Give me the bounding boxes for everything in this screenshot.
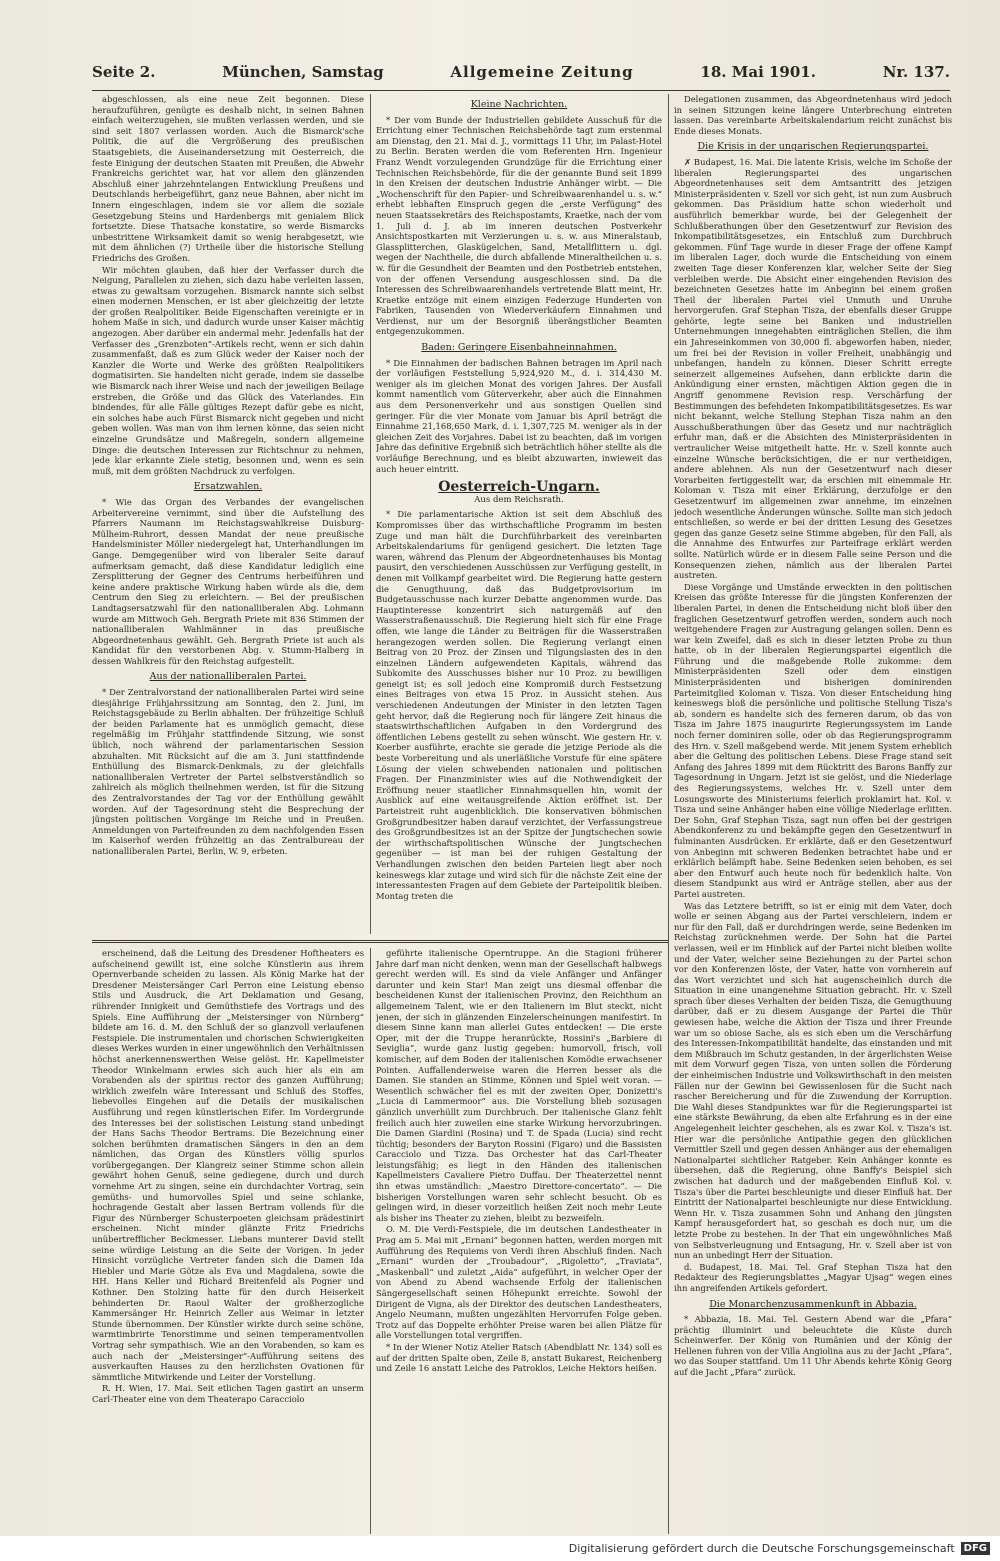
column-divider	[370, 94, 371, 934]
article-text: * Wie das Organ des Verbandes der evangelischen Arbeitervereine vernimmt, sind über die Aufstellung des Pfarrers Naumann im Reichstagswahlkreise Duisburg-Mülheim-Ruhrort, dessen Mandat der neue preußische Handelsminister Möller niedergelegt hat, Unterhandlungen im Gange. Demgegenüber wird von liberaler Seite darauf aufmerksam gemacht, daß diese Kandidatur lediglich eine Zersplitterung der Gegner des Centrums herbeiführen und keine andere praktische Wirkung haben würde als die, dem Centrum den Sieg zu erleichtern. — Bei der preußischen Landtagsersatzwahl für den nationalliberalen Abg. Lohmann wurde am Mittwoch Geh. Bergrath Priete mit 836 Stimmen der nationalliberalen Wahlmänner in das preußische Abgeordnetenhaus gewählt. Geh. Bergrath Priete ist auch als Kandidat für den verstorbenen Abg. v. Stumm-Halberg in dessen Wahlkreis für den Reichstag aufgestellt.	[92, 496, 364, 666]
funding-credit: Digitalisierung gefördert durch die Deutsche Forschungsgemeinschaft	[568, 1542, 955, 1555]
feuilleton-text: O. M. Die Verdi-Festspiele, die im deutschen Landestheater in Prag am 5. Mai mit „Ernani“ begonnen hatten, werden morgen mit Aufführung des Requiems von Verdi ihren Abschluß finden. Nach „Ernani“ wurden der „Troubadour“, „Rigoletto“, „Traviata“, „Maskenball“ und zuletzt „Aida“ aufgeführt, in welcher Oper der von Abend zu Abend wachsende Erfolg der italienischen Sängergesellschaft seinen Höhepunkt erreichte. Sowohl der Dirigent de Vigna, als der Direktor des deutschen Landestheaters, Angelo Neumann, mußten ungezählten Hervorrufen Folge geben. Trotz auf das Doppelte erhöhter Preise waren bei allen Plätze für alle Vorstellungen total vergriffen.	[376, 1224, 662, 1341]
header-rule	[92, 90, 950, 91]
article-text: Was das Letztere betrifft, so ist er einig mit dem Vater, doch wolle er seinen Abgang aus der Partei verschleiern, indem er nur für den Fall, daß er durchdringen werde, seine Bedenken im Reichstag zurücknehmen werde. Der Sohn hat die Partei verlassen, weil er im Hinblick auf der Partei nicht bleiben wollte und der Vater, welcher seine Beziehungen zu der Partei schon vor den Konferenzen löste, der Vater, hatte von vornherein auf das Wort verzichtet und sich hat augenscheinlich durch die Situation in eine unangenehme Situation gebracht. Hr. v. Szell sprach über dieses Verhalten der beiden Tisza, die Genugthuung darüber, daß er zu diesem Ausgange der Partei die Thür gewiesen habe, welche die Aktion der Tisza und ihrer Freunde war um so obiose Sache, als es sich eben um die Verschärfung des Interessen-Inkompatibilität handelte, das einstanden und mit dem Mißbrauch im Schutz gestanden, in der ärgerlichsten Weise mit dem Vorwurf gegen Tisza, von unten sollen die Förderung der einheimischen Industrie und Volkswirthschaft in den meisten Fällen nur der Gewinn bei Gewissenlosen für die Sucht nach rascher Bereicherung und für die Zuwendung der Korruption. Die Wahl dieses Standpunktes war für die Regierungspartei ist eine stärkste Bewährung, da eben alte Erfahrung es in der eine Angelegenheit leichter geschehen, als es zwar Kol. v. Tisza's ist. Hier war die persönliche Antipathie gegen den glücklichen Vermittler Szell und gegen dessen Anhänger aus der ehemaligen Nationalpartei sichtlicher Ratgeber. Kein Anhänger konnte es übersehen, daß die Regierung, ohne Banffy's Beispiel sich zwischen hat dadurch und der maßgebenden Einfluß Kol. v. Tisza's über die Partei beschleunigte und dieser Einfluß hat. Der Eintritt der Nationalpartei beschleunigte nur diese Entwicklung. Wenn Hr. v. Tisza zusammen Sohn und Anhang den jüngsten Kampf herausgefordert hat, so geschah es doch nur, um die letzte Probe zu bestehen. In der That ein ungewöhnliches Maß von Selbstverleugnung und Entsagung, Hr. v. Szell aber ist von nun an unbedingt Herr der Situation.	[674, 900, 952, 1261]
issue-date: 18. Mai 1901.	[700, 63, 816, 81]
section-heading: Kleine Nachrichten.	[470, 99, 568, 110]
column-divider	[668, 94, 669, 1534]
section-heading: Ersatzwahlen.	[193, 481, 263, 493]
section-heading: Aus der nationalliberalen Partei.	[149, 671, 307, 683]
issue-number: Nr. 137.	[882, 63, 950, 81]
feuilleton-rule	[92, 940, 668, 943]
section-subtitle: Aus dem Reichsrath.	[474, 494, 564, 505]
digitization-footer	[0, 1536, 1000, 1561]
article-text: * Die parlamentarische Aktion ist seit dem Abschluß des Kompromisses über das wirthschaftliche Programm im besten Zuge und man hält die Durchführbarkeit des vereinbarten Arbeitskalendariums für genügend gesichert. Die letzten Tage waren, während das Plenum der Abgeordnetenhauses bis Montag pausirt, den verschiedenen Ausschüssen zur Verfügung gestellt, in denen mit Vollkampf gearbeitet wird. Die Regierung hatte gestern die Genugthuung, daß das Budgetprovisorium im Budgetausschusse nach kurzer Debatte angenommen wurde. Das Hauptinteresse konzentrirt sich naturgemäß auf den Wasserstraßenausschuß. Die Regierung hielt sich für eine Frage offen, wie lange die Länder zu Beiträgen für die Wasserstraßen herangezogen werden sollen. Die Regierung verlangt einen Beitrag von 20 Proz. der Zinsen und Tilgungslasten des in den einzelnen Ländern aufgewendeten Kapitals, während das Subkomite des Ausschusses bisher nur 10 Proz. zu bewilligen geneigt ist; es soll jedoch eine Kompromiß durch Festsetzung eines Beitrages von etwa 15 Proz. in Aussicht stehen. Aus verschiedenen Andeutungen der Minister in den letzten Tagen geht hervor, daß die Regierung noch für längere Zeit hinaus die staatswirthschaftlichen Aufgaben in den Vordergrund des öffentlichen Lebens gestellt zu sehen wünscht. Wie gestern Hr. v. Koerber ausführte, erachte sie gerade die jetzige Periode als die beste Vorbereitung und als unerläßliche Vorstufe für eine spätere Lösung der vielen schwebenden nationalen und politischen Fragen. Der Finanzminister wies auf die Nothwendigkeit der Eröffnung neuer staatlicher Einnahmsquellen hin, womit der Ausblick auf eine weitausgreifende Aktion eröffnet ist. Der Parteistreit ruht augenblicklich. Die konservativen böhmischen Großgrundbesitzer haben darauf verzichtet, der Verfassungstreue des Großgrundbesitzes ist an der Spitze der Jungtschechen sowie der wirthschaftspolitischen Wünsche der Jungtschechen gegenüber — ist man bei der ruhigen Gestaltung der Verhandlungen zwischen den beiden Parteien liegt aber noch keineswegs klar zutage und wird sich für die nächste Zeit eine der interessantesten Fragen auf dem Gebiete der Parteipolitik bleiben. Montag treten die	[376, 509, 662, 901]
article-text: d. Budapest, 18. Mai. Tel. Graf Stephan Tisza hat den Redakteur des Regierungsblattes „Magyar Ujsag“ wegen eines ihn angreifenden Artikels gefordert.	[674, 1261, 952, 1293]
place-day: München, Samstag	[222, 63, 384, 81]
article-text: abgeschlossen, als eine neue Zeit begonnen. Diese heraufzuführen, genügte es deshalb nicht, in seinen Bahnen einfach weiterzugehen, sie mußten verlassen werden, und sie sind seit 1807 verlassen worden. Auch die Bismarck'sche Politik, die auf die Vergrößerung des preußischen Staatsgebiets, die Auseinandersetzung mit Oesterreich, die feste Einigung der deutschen Staaten mit Preußen, die Abwehr Frankreichs gerichtet war, hat vor allem den glänzenden Abschluß einer jahrzehntelangen Entwicklung Preußens und Deutschlands herbeigeführt, ganz neue Bahnen, aber nicht im Innern eingeschlagen, indem sie vor allem die soziale Gesetzgebung Steins und Hardenbergs mit genialem Blick fortsetzte. Diese Thatsache konstatire, so werde Bismarcks unbestrittene Wirksamkeit damit so wenig herabgesetzt, wie mit dem ähnlichen (?) Urtheile über die historische Stellung Friedrichs des Großen.	[92, 94, 364, 263]
section-heading: Baden: Geringere Eisenbahneinnahmen.	[421, 342, 617, 354]
article-text: Delegationen zusammen, das Abgeordnetenhaus wird jedoch in seinen Sitzungen keine längere Unterbrechung eintreten lassen. Das vereinbarte Arbeitskalendarium reicht zunächst bis Ende dieses Monats.	[674, 94, 952, 136]
section-heading: Die Monarchenzusammenkunft in Abbazia.	[709, 1298, 917, 1310]
feuilleton-text: geführte italienische Operntruppe. An die Stagioni früherer Jahre darf man nicht denken, wenn man der Gesellschaft halbwegs gerecht werden will. Es sind da viele Anfänger und Anfänger darunter und kein Star! Man zeigt uns diesmal offenbar die bescheidenen Kunst der italienischen Provinz, den Reichthum an allgemeinem Talent, wie er den Italienern im Blut steckt, nicht jenen, der sich in glänzenden Einzelerscheinungen manifestirt. In diesem Sinne kann man allerlei Gutes entdecken! — Die erste Oper, mit der die Truppe heranrückte, Rossini's „Barbiere di Seviglia“, wurde ganz lustig gegeben: humorvoll, frisch, voll komischer, auf dem Boden der italienischen Komödie erwachsener Pointen. Auffallenderweise waren die Herren besser als die Damen. Sie standen an Stimme, Können und Spiel weit voran. — Wesentlich schwächer fiel es mit der zweiten Oper, Donizetti's „Lucia di Lammermoor“ aus. Die Vorstellung blieb sozusagen gänzlich unverhüllt zum Durchbruch. Der italienische Glanz fehlt freilich auch hier zuweilen eine starke Wirkung hervorzubringen. Die Damen Giardini (Rosina) und T. de Spada (Lucia) sind recht tüchtig; besonders der Baryton Rossini (Figaro) und die Bassisten Caracciolo und Tizza. Das Orchester hat das Carl-Theater leistungsfähig; es liegt in den Händen des italienischen Kapellmeisters Cavaliere Pietro Duffau. Der Theaterzettel nennt ihn etwas umständlich: „Maestro Direttore-concertato“. — Die bisherigen Vorstellungen waren sehr schlecht besucht. Ob es gelingen wird, in dieser vorzeitlich heißen Zeit noch mehr Leute als bisher ins Theater zu ziehen, bleibt zu bezweifeln.	[376, 948, 662, 1223]
page-number: Seite 2.	[92, 63, 156, 81]
footnote: * In der Wiener Notiz Atelier Ratsch (Abendblatt Nr. 134) soll es auf der dritten Spalte oben, Zeile 8, anstatt Bukarest, Reichenberg und Zeile 16 anstatt Leiche des Patroklos, Leiche Hektors heißen.	[376, 1341, 662, 1374]
section-heading: Die Krisis in der ungarischen Regierungspartei.	[697, 141, 929, 153]
article-text: * Abbazia, 18. Mai. Tel. Gestern Abend war die „Pfara“ prächtig illuminirt und beleuchtete die Küste durch Scheinwerfer. Der König von Rumänien und der König der Hellenen fuhren von der Villa Angiolina aus zu der Jacht „Pfara“, wo das Souper stattfand. Um 11 Uhr Abends kehrte König Georg auf die Jacht „Pfara“ zurück.	[674, 1314, 952, 1378]
feuilleton-text: R. H. Wien, 17. Mai. Seit etlichen Tagen gastirt an unserm Carl-Theater eine von dem Theaterapo Caracciolo	[92, 1383, 364, 1404]
column-2	[376, 94, 662, 934]
dfg-logo-icon: DFG	[961, 1542, 990, 1555]
masthead-title: Allgemeine Zeitung	[450, 63, 634, 81]
feuilleton-text: erscheinend, daß die Leitung des Dresdener Hoftheaters es aufscheinend gewillt ist, eine solche Künstlerin aus ihrem Opernverbande scheiden zu lassen. Als König Marke hat der Dresdener Meistersänger Carl Perron eine Leistung ebenso Stils und Ausdruck, die Art Deklamation und Gesang, rührender Innigkeit und Gemüthstiefe des Vortrags und des Spiels. Eine Aufführung der „Meistersinger von Nürnberg“ bildete am 16. d. M. den Schluß der so glanzvoll verlaufenen Festspiele. Die instrumentalen und chorischen Schwierigkeiten dieses Werkes wurden in einer ungewöhnlich den Verhältnissen höchst anerkennenswerthen Weise gelöst. Hr. Kapellmeister Theodor Winkelmann erwies sich auch hier als ein am Vorabenden als der spiritus rector des ganzen Aufführung; wirklich zweifeln wäre Interessant und Schluß des Stoffes, liebevolles Eingehen auf die Details der musikalischen Ausführung und regen künstlerischen Eifer. Im Vordergrunde des Interesses bei der solistischen Leistung stand unbedingt der Hans Sachs Theodor Bertrams. Die Bezeichnung einer solchen berühmten dramatischen Sängers in den an dem nämlichen, das Organ des Künstlers völlig spurlos vorübergegangen. Der Klangreiz seiner Stimme schon allein gewährt hohen Genuß, seine gediegene, durch und durch vornehme Art zu singen, seine ein durchdachter Vortrag, sein gemüths- und humorvolles Spiel und seine schlanke, hochragende Gestalt aber lassen Bertram vollends für die Figur des Nürnberger Schusterpoeten gleichsam prädestinirt erscheinen. Nicht minder glänzte Fritz Friedrichs unübertrefflicher Beckmesser. Liebans munterer David stellt seine würdige Leistung an die Seite der Vorigen. In jeder Hinsicht vorzügliche Vertreter fanden sich die Damen Ida Hiebler und Marie Götze als Eva und Magdalena, sowie die HH. Hans Keller und Richard Breitenfeld als Pogner und Kothner. Den Stolzing hatte für den durch Heiserkeit behinderten Dr. Raoul Walter der großherzogliche Kammersänger Hr. Heinrich Zeller aus Weimar in letzter Stunde übernommen. Der Künstler wirkte durch seine schöne, warmtimbrirte Tenorstimme und seinen temperamentvollen Vortrag sehr sympathisch. Wie an den Vorabenden, so kam es auch nach der „Meistersinger“-Aufführung seitens des ausverkauften Hauses zu den herzlichsten Ovationen für sämmtliche Mitwirkende und Leiter der Vorstellung.	[92, 948, 364, 1382]
article-text: * Die Einnahmen der badischen Bahnen betragen im April nach der vorläufigen Feststellung 5,924,920 M., d. i. 314,430 M. weniger als im gleichen Monat des vorigen Jahres. Der Ausfall kommt namentlich vom Güterverkehr, aber auch die Einnahmen aus dem Personenverkehr und aus sonstigen Quellen sind geringer. Für die vier Monate vom Januar bis April beträgt die Einnahme 21,168,650 Mark, d. i. 1,307,725 M. weniger als in der gleichen Zeit des Vorjahres. Dabei ist zu beachten, daß im vorigen Jahre das definitive Ergebniß sich beträchtlich höher stellte als die vorläufige Berechnung, und es bleibt abzuwarten, inwieweit das auch heuer eintritt.	[376, 357, 662, 474]
article-text: Wir möchten glauben, daß hier der Verfasser durch die Neigung, Parallelen zu ziehen, sich dazu habe verleiten lassen, etwas zu gewaltsam vorzugehen. Bismarck nannte sich selbst einen modernen Menschen, er ist aber gleichzeitig der letzte der großen Realpolitiker. Beide Eigenschaften vereinigte er in hohem Maße in sich, und dadurch wurde unser Kaiser mächtig angezogen. Aber darüber ein andermal mehr. Jedenfalls hat der Verfasser des „Grenzboten“-Artikels recht, wenn er sich dahin zusammenfaßt, daß es zum Glück weder der Kaiser noch der Kanzler die Worte und Werke des größten Realpolitikers dogmatisirten. Sie handelten nicht gerade, indem sie dasselbe wie Bismarck nach ihrer Weise und nach der jeweiligen Beilage erstreben, die Größe und das Glück des Vaterlandes. Ein bindendes, für alle Fälle gültiges Rezept dafür gebe es nicht, ein solches habe auch Fürst Bismarck nicht gegeben und nicht geben wollen. Was man von ihm lernen könne, das seien nicht einzelne Grundsätze und Maßregeln, sondern allgemeine Dinge: die deutschen Interessen zur Richtschnur zu nehmen, jede klar erkannte Ziele stetig, besonnen und, wenn es sein muß, mit dem größten Nachdruck zu verfolgen.	[92, 264, 364, 476]
column-3	[674, 94, 952, 1532]
article-text: * Der vom Bunde der Industriellen gebildete Ausschuß für die Errichtung einer Technischen Reichsbehörde tagt zum erstenmal am Dienstag, den 21. Mai d. J., vormittags 11 Uhr, im Palast-Hotel zu Berlin. Beraten werden die vom Referenten Hrn. Ingenieur Franz Wendt vorzulegenden Grundzüge für die Errichtung einer Technischen Reichsbehörde, für die der genannte Bund seit 1899 in den Kreisen der deutschen Industrie Anhänger wirbt. — Die „Wochenschrift für den Papier- und Schreibwaarenhandel u. s. w.“ erhebt lebhaften Einspruch gegen die „erste Verfügung“ des neuen Staatssekretärs des Reichspostamts, Kraetke, nach der vom 1. Juli d. J. ab im inneren deutschen Postverkehr Ansichtspostkarten mit Verzierungen u. s. w. aus Mineralstaub, Glassplitterchen, Glaskügelchen, Sand, Metallflittern u. dgl. wegen der Nachtheile, die durch abfallende Mineraltheilchen u. s. w. für die Gesundheit der Beamten und den Postbetrieb entstehen, von der offenen Versendung ausgeschlossen sind. Da die Interessen des Schreibwaarenhandels vertretende Blatt meint, Hr. Kraetke entzöge mit einem einzigen Federzuge Hunderten von Fabriken, Tausenden von Wiederverkäufern Einnahmen und Verdienst, nur um der Besorgniß überängstlicher Beamten entgegenzukommen.	[376, 114, 662, 337]
article-text: ✗ Budapest, 16. Mai. Die latente Krisis, welche im Schoße der liberalen Regierungspartei des ungarischen Abgeordnetenhauses seit dem Amtsantritt des jetzigen Ministerpräsidenten v. Szell vor sich geht, ist nun zum Ausbruch gekommen. Das Präsidium hatte schon wiederholt und ausführlich bemerkbar wurde, bei der Gelegenheit der Schlußberathungen über den Gesetzentwurf zur Revision des Inkompatibilitätsgesetzes, ein Entschluß zum Durchbruch gekommen. Fünf Tage wurde in dieser Frage der offene Kampf im liberalen Lager, doch wurde die Entscheidung von einem zweiten Tage dieser Konferenzen klar, welcher Seite der Sieg verbleiben werde. Die Absicht einer eingehenden Revision des bezeichneten Gesetzes hatte im Anbeginn bei einem großen Theil der liberalen Partei viel Unmuth und Unruhe hervorgerufen. Graf Stephan Tisza, der ebenfalls dieser Gruppe gehörte, legte seine bei Banken und industriellen Unternehmungen innegehabten einträglichen Stellen, die ihm ein Jahreseinkommen von 30,000 fl. abgeworfen haben, nieder, um frei bei der Revision in voller Freiheit, unabhängig und unbefangen, handeln zu können. Dieser Schritt erregte seinerzeit allgemeines Aufsehen, dann erblickte darin die Ankündigung einer ernsten, mächtigen Aktion gegen die in Angriff genommene Revision resp. Verschärfung der Bestimmungen des befehdeten Inkompatibilitätsgesetzes. Es war nicht bekannt, welche Stellung Stephan Tisza nahm an den Ausschußberathungen über das Gesetz und nur nachträglich erfuhr man, daß er die Absichten des Ministerpräsidenten in vertraulicher Weise mitgetheilt hatte. Hr. v. Szell konnte auch einzelne Wünsche berücksichtigen, die er nur vertheidigen, andere ablehnen. Als nun der Gesetzentwurf nach dieser Vorarbeiten fertiggestellt war, da erschien mit einemmale Hr. Koloman v. Tisza mit einer Erklärung, derzufolge er den Gesetzentwurf im allgemeinen zwar annehme, im einzelnen jedoch wesentliche Änderungen wünsche. Sollte man sich jedoch entschließen, so werde er bei der dritten Lesung des Gesetzes gegen das ganze Gesetz seine Stimme abgeben, für den Fall, als die Annahme des Entwurfes zur Parteifrage erklärt werden sollte. Natürlich würde er in diesem Falle seine Person und die Konsequenzen ziehen, nämlich aus der liberalen Partei austreten.	[674, 156, 952, 581]
column-divider	[370, 948, 371, 1534]
column-1	[92, 94, 364, 934]
article-text: Diese Vorgänge und Umstände erweckten in den politischen Kreisen das größte Interesse für die jüngsten Konferenzen der liberalen Partei, in denen die Entscheidung nicht bloß über den fraglichen Gesetzentwurf getroffen werden, sondern auch noch weitgehendere Fragen zur Austragung gelangen sollen. Denn es war kein Zweifel, daß es sich in dieser letzten Probe zu thun hatte, ob in der liberalen Regierungspartei eigentlich die Führung und die maßgebende Rolle zukomme: dem Ministerpräsidenten Szell oder dem einstigen Ministerpräsidenten und bisherigen dominirenden Parteimitglied Koloman v. Tisza. Von dieser Entscheidung hing keineswegs bloß die persönliche und politische Stellung Tisza's ab, sondern es handelte sich des ferneren darum, ob das von Tisza im Jahre 1875 inaugurirte Regierungssystem im Lande noch ferner dominiren solle, oder ob das Regierungsprogramm des Hrn. v. Szell maßgebend werde. Mit jenem System erheblich aber die Geltung des politischen Lebens. Diese Frage stand seit Anfang des Jahres 1899 mit dem Rücktritt des Barons Banffy zur Tagesordnung in Ungarn. Jetzt ist sie gelöst, und die Niederlage des Regierungssystems, welches Hr. v. Szell unter dem Losungsworte des Ministeriums feierlich proklamirt hat. Kol. v. Tisza und seine Anhänger haben eine völlige Niederlage erlitten. Der Sohn, Graf Stephan Tisza, sagt nun offen bei der gestrigen Abendkonferenz zu und bekämpfte gegen den Gesetzentwurf in fulminanten Ausdrücken. Er erklärte, daß er den Gesetzentwurf von Anbeginn mit schweren Bedenken betrachtet habe und er erklärlich belämpft habe. Seine Bedenken seien behoben, es sei aber den Entwurf auch heute noch für bedenklich halte. Von diesem Standpunkt aus wird er Anträge stellen, aber aus der Partei austreten.	[674, 581, 952, 899]
page-header	[92, 54, 950, 90]
section-title: Oesterreich-Ungarn.	[438, 479, 600, 496]
feuilleton-column-2	[376, 948, 662, 1534]
feuilleton-column-1	[92, 948, 364, 1534]
article-text: * Der Zentralvorstand der nationalliberalen Partei wird seine diesjährige Frühjahrssitzung am Sonntag, den 2. Juni, im Reichstagsgebäude zu Berlin abhalten. Der frühzeitige Schluß der beiden Parlamente hat es unmöglich gemacht, diese regelmäßig im Frühjahr stattfindende Sitzung, wie sonst üblich, noch während der parlamentarischen Session abzuhalten. Mit Rücksicht auf die am 3. Juni stattfindende Enthüllung des Bismarck-Denkmals, zu der gleichfalls nationalliberalen Vertreter der Partei selbstverständlich so zahlreich als möglich theilnehmen werden, ist für die Sitzung des Zentralvorstandes der Tag vor der Enthüllung gewählt worden. Auf der Tagesordnung steht die Besprechung der jüngsten politischen Vorgänge im Reiche und in Preußen. Anmeldungen von Parteifreunden zu dem nachfolgenden Essen im Kaiserhof werden frühzeitig an das Zentralbureau der nationalliberalen Partei, Berlin, W. 9, erbeten.	[92, 687, 364, 856]
